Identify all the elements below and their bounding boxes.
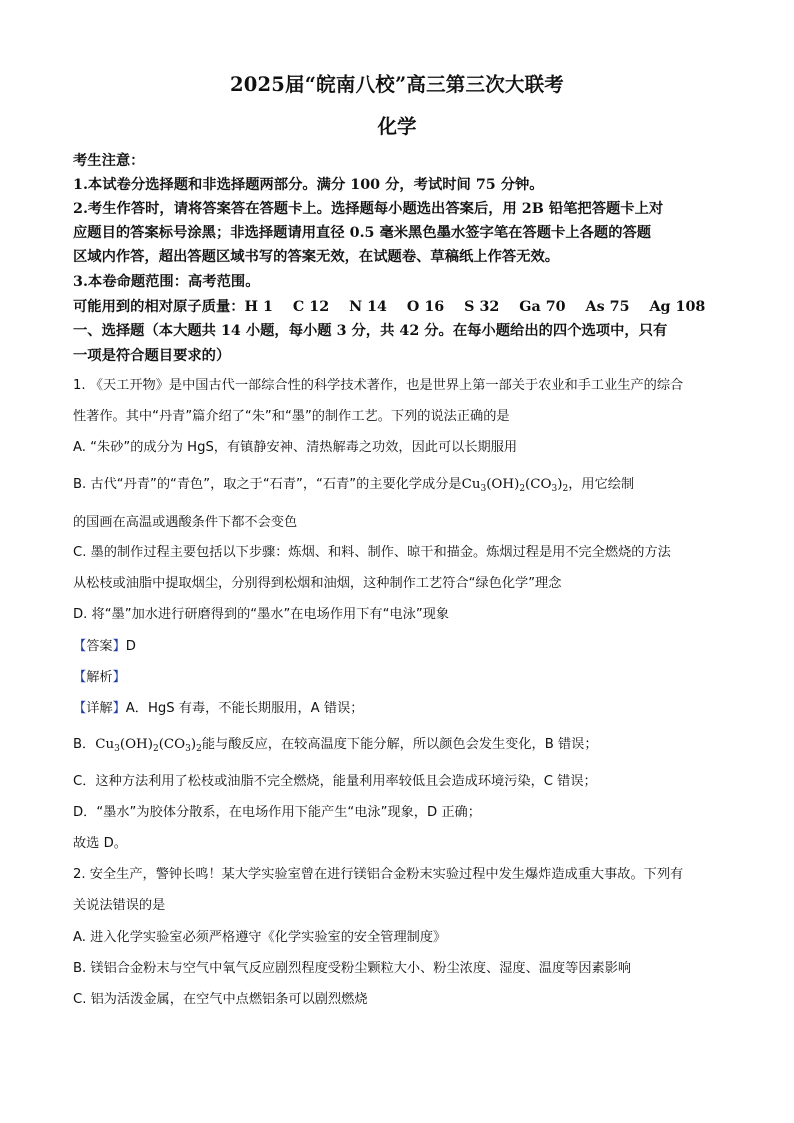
answer-label: 答案 (86, 639, 113, 654)
q2-stem-line-2: 关说法错误的是 (73, 898, 166, 913)
notice-heading: 考生注意： (73, 153, 145, 169)
notice-item-3: 3.本卷命题范围：高考范围。 (73, 274, 260, 290)
q1-stem-line-2: 性著作。其中“丹青”篇介绍了“朱”和“墨”的制作工艺。下列的说法正确的是 (73, 409, 510, 424)
detail-d-line: D．“墨水”为胶体分散系，在电场作用下能产生“电泳”现象，D 正确； (73, 805, 481, 820)
q1-option-b-text: B. 古代“丹青”的“青色”，取之于“石青”，“石青”的主要化学成分是 (73, 477, 462, 492)
section-heading-line-1: 一、选择题（本大题共 14 小题，每小题 3 分，共 42 分。在每小题给出的四个选项中，只有 (73, 323, 668, 339)
detail-c-line: C．这种方法利用了松枝或油脂不完全燃烧，能量利用率较低且会造成环境污染，C 错误； (73, 774, 597, 789)
chem-formula-detail: $Cu_3(OH)_2(CO_3)_2$ (95, 737, 202, 754)
q2-option-c: C. 铝为活泼金属，在空气中点燃铝条可以剧烈燃烧 (73, 992, 368, 1007)
q1-option-b-line-1 (73, 473, 634, 494)
detail-b-line: B．$Cu_3(OH)_2(CO_3)_2$能与酸反应，在较高温度下能分解，所以颜色会发生变化，B 错误； (73, 737, 598, 754)
q1-option-c-line-2: 从松枝或油脂中提取烟尘，分别得到松烟和油烟，这种制作工艺符合“绿色化学”理念 (73, 576, 562, 591)
q2-option-b: B. 镁铝合金粉末与空气中氧气反应剧烈程度受粉尘颗粒大小、粉尘浓度、湿度、温度等因素影响 (73, 961, 632, 976)
q2-option-a: A. 进入化学实验室必须严格遵守《化学实验室的安全管理制度》 (73, 930, 447, 945)
q1-option-b-tail: ，用它绘制 (568, 477, 635, 492)
q1-option-b-line-2: 的国画在高温或遇酸条件下都不会变色 (73, 515, 298, 530)
q1-option-d: D. 将“墨”加水进行研磨得到的“墨水”在电场作用下有“电泳”现象 (73, 607, 450, 622)
section-heading-line-2: 一项是符合题目要求的） (73, 348, 231, 364)
detail-a-line: 【详解】A．HgS 有毒，不能长期服用，A 错误； (73, 701, 364, 716)
analysis-label: 解析 (86, 670, 113, 685)
q1-option-c-line-1: C. 墨的制作过程主要包括以下步骤：炼烟、和料、制作、晾干和描金。炼烟过程是用不完全燃烧的方法 (73, 545, 671, 560)
notice-item-2-line-2: 应题目的答案标号涂黑；非选择题请用直径 0.5 毫米黑色墨水签字笔在答题卡上各题的答题 (73, 225, 652, 241)
atomic-mass-line: 可能用到的相对原子质量：H 1 C 12 N 14 O 16 S 32 Ga 70 As 75 Ag 108 (73, 299, 706, 315)
notice-item-2-line-3: 区域内作答，超出答题区域书写的答案无效，在试题卷、草稿纸上作答无效。 (73, 249, 560, 265)
conclusion-line: 故选 D。 (73, 836, 127, 851)
answer-line (73, 635, 136, 654)
answer-bracket-open: 【 (73, 639, 87, 654)
detail-label: 详解 (86, 701, 113, 716)
q2-stem-line-1: 2. 安全生产，警钟长鸣！某大学实验室曾在进行镁铝合金粉末实验过程中发生爆炸造成重大事故。下列有 (73, 867, 684, 882)
analysis-line: 【解析】 (73, 670, 126, 685)
subject-title: 化学 (377, 115, 417, 138)
notice-item-2-line-1: 2.考生作答时，请将答案答在答题卡上。选择题每小题选出答案后，用 2B 铅笔把答题卡上对 (73, 201, 664, 217)
notice-item-1: 1.本试卷分选择题和非选择题两部分。满分 100 分，考试时间 75 分钟。 (73, 177, 544, 193)
answer-value: D (125, 639, 136, 654)
detail-a-text: A．HgS 有毒，不能长期服用，A 错误； (125, 701, 364, 716)
answer-bracket-close: 】 (112, 639, 126, 654)
chem-formula: $Cu_3(OH)_2(CO_3)_2$ (461, 477, 569, 494)
q1-stem-line-1: 1. 《天工开物》是中国古代一部综合性的科学技术著作，也是世界上第一部关于农业和手工业生产的综合 (73, 378, 684, 393)
q1-option-a: A. “朱砂”的成分为 HgS，有镇静安神、清热解毒之功效，因此可以长期服用 (73, 440, 518, 455)
exam-title: 2025届“皖南八校”高三第三次大联考 (229, 73, 564, 96)
